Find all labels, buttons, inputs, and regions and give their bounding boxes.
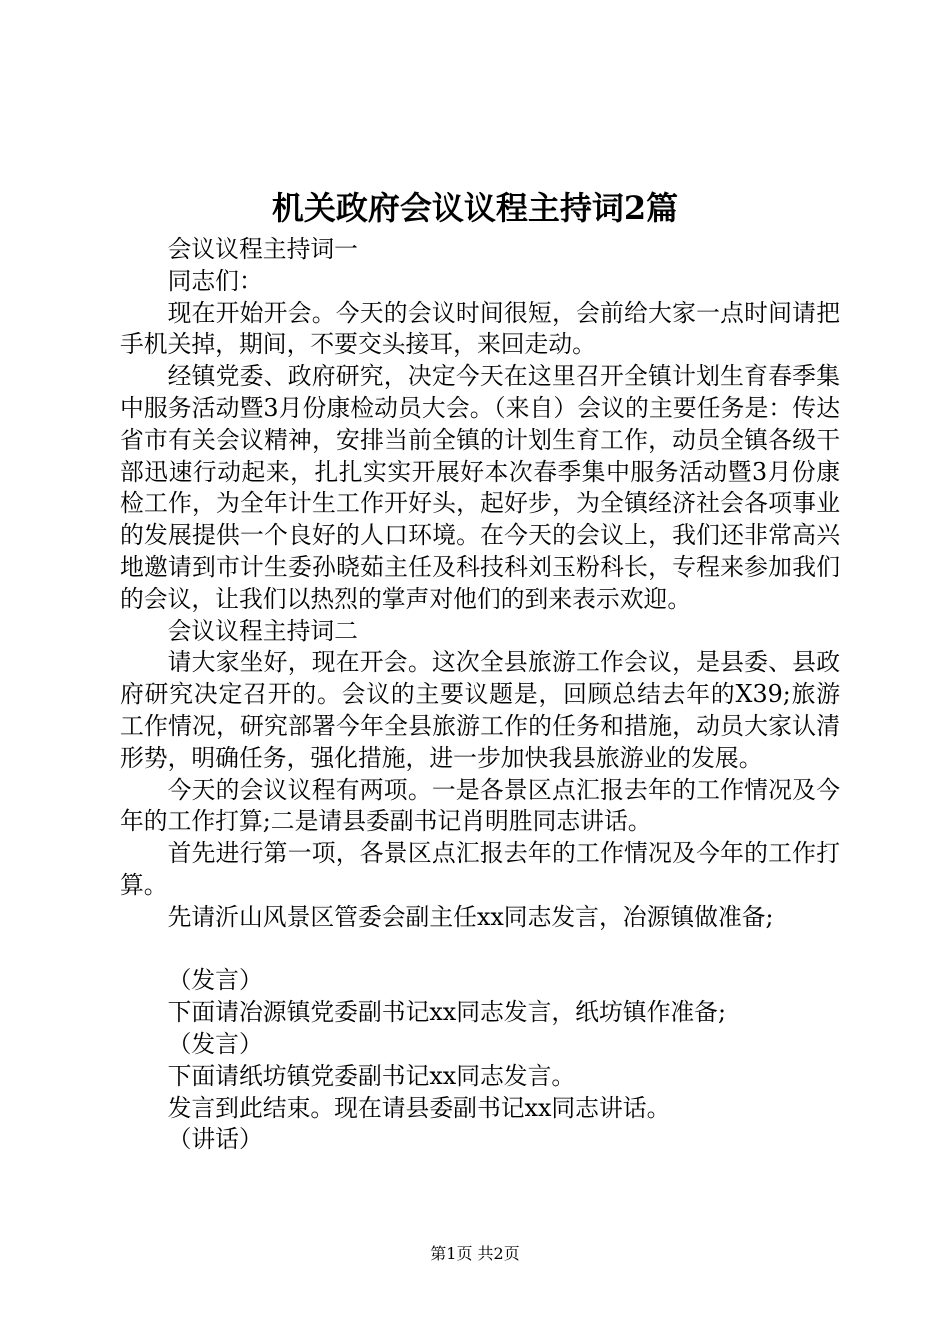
paragraph: 今天的会议议程有两项。一是各景区点汇报去年的工作情况及今年的工作打算;二是请县委副书记肖明胜同志讲话。	[120, 775, 840, 836]
paragraph: 下面请纸坊镇党委副书记xx同志发言。	[167, 1061, 576, 1090]
salutation: 同志们：	[167, 266, 263, 295]
section-heading-one: 会议议程主持词一	[167, 235, 358, 263]
paragraph: 请大家坐好，现在开会。这次全县旅游工作会议，是县委、县政府研究决定召开的。会议的主要议题是，回顾总结去年的X39;旅游工作情况，研究部署今年全县旅游工作的任务和措施，动员大家认清形势，明确任务，强化措施，进一步加快我县旅游业的发展。	[120, 648, 840, 772]
stage-note: （讲话）	[167, 1125, 263, 1154]
paragraph: 下面请冶源镇党委副书记xx同志发言，纸坊镇作准备;	[167, 998, 726, 1027]
paragraph: 发言到此结束。现在请县委副书记xx同志讲话。	[167, 1093, 671, 1122]
paragraph: 首先进行第一项，各景区点汇报去年的工作情况及今年的工作打算。	[120, 839, 840, 899]
stage-note: （发言）	[167, 1029, 263, 1058]
document-title: 机关政府会议议程主持词2篇	[271, 189, 679, 227]
paragraph: 先请沂山风景区管委会副主任xx同志发言，冶源镇做准备;	[167, 902, 774, 931]
document-body	[120, 234, 840, 1156]
section-heading-two: 会议议程主持词二	[167, 616, 358, 645]
paragraph: 经镇党委、政府研究，决定今天在这里召开全镇计划生育春季集中服务活动暨3月份康检动员大会。（来自）会议的主要任务是：传达省市有关会议精神，安排当前全镇的计划生育工作，动员全镇各级干部迅速行动起来，扎扎实实开展好本次春季集中服务活动暨3月份康检工作，为全年计生工作开好头，起好步，为全镇经济社会各项事业的发展提供一个良好的人口环境。在今天的会议上，我们还非常高兴地邀请到市计生委孙晓茹主任及科技科刘玉粉科长，专程来参加我们的会议，让我们以热烈的掌声对他们的到来表示欢迎。	[120, 362, 840, 613]
paragraph: 现在开始开会。今天的会议时间很短，会前给大家一点时间请把手机关掉，期间，不要交头接耳，来回走动。	[120, 298, 840, 359]
page-number-footer: 第1页 共2页	[430, 1244, 520, 1263]
stage-note: （发言）	[167, 966, 263, 995]
